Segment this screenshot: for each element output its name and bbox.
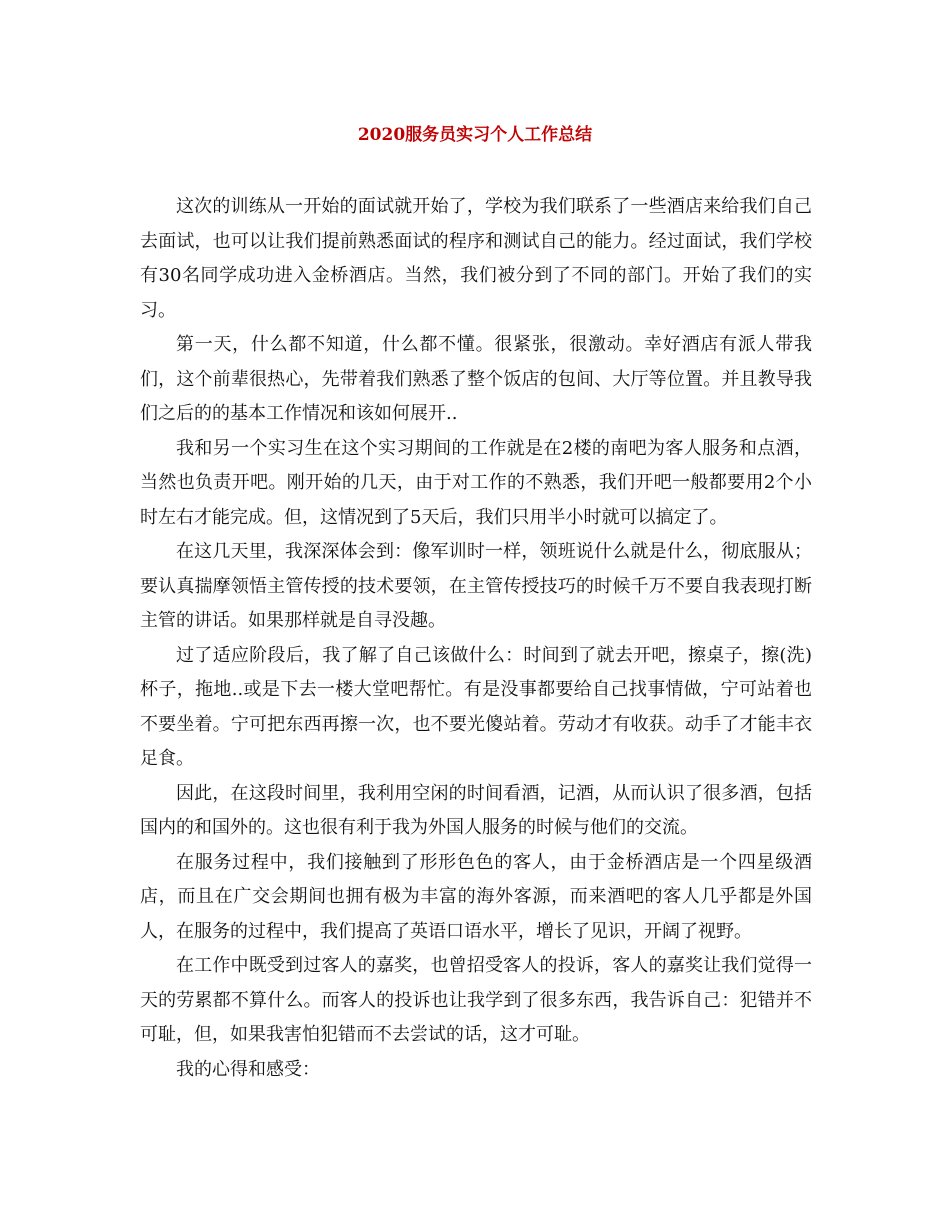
paragraph-8: 在工作中既受到过客人的嘉奖，也曾招受客人的投诉，客人的嘉奖让我们觉得一天的劳累都不算什么。而客人的投诉也让我学到了很多东西，我告诉自己：犯错并不可耻，但，如果我害怕犯错而不去尝试的话，这才可耻。 [140,955,812,1045]
document-title: 2020服务员实习个人工作总结 [357,125,593,145]
paragraph-2: 第一天，什么都不知道，什么都不懂。很紧张，很激动。幸好酒店有派人带我们，这个前辈很热心，先带着我们熟悉了整个饭店的包间、大厅等位置。并且教导我们之后的的基本工作情况和该如何展开.. [140,334,812,424]
paragraph-9: 我的心得和感受： [176,1058,320,1080]
paragraph-6: 因此，在这段时间里，我利用空闲的时间看酒，记酒，从而认识了很多酒，包括国内的和国外的。这也很有利于我为外国人服务的时候与他们的交流。 [140,782,812,838]
paragraph-3: 我和另一个实习生在这个实习期间的工作就是在2楼的南吧为客人服务和点酒，当然也负责开吧。刚开始的几天，由于对工作的不熟悉，我们开吧一般都要用2个小时左右才能完成。但，这情况到了5天后，我们只用半小时就可以搞定了。 [140,437,812,528]
paragraph-5: 过了适应阶段后，我了解了自己该做什么：时间到了就去开吧，擦桌子，擦(洗)杯子，拖地..或是下去一楼大堂吧帮忙。有是没事都要给自己找事情做，宁可站着也不要坐着。宁可把东西再擦一次，也不要光傻站着。劳动才有收获。动手了才能丰衣足食。 [140,644,812,769]
document-body [140,190,812,1087]
paragraph-4: 在这几天里，我深深体会到：像军训时一样，领班说什么就是什么，彻底服从；要认真揣摩领悟主管传授的技术要领，在主管传授技巧的时候千万不要自我表现打断主管的讲话。如果那样就是自寻没趣。 [140,541,812,631]
paragraph-1: 这次的训练从一开始的面试就开始了，学校为我们联系了一些酒店来给我们自己去面试，也可以让我们提前熟悉面试的程序和测试自己的能力。经过面试，我们学校有30名同学成功进入金桥酒店。当然，我们被分到了不同的部门。开始了我们的实习。 [140,196,812,321]
paragraph-7: 在服务过程中，我们接触到了形形色色的客人，由于金桥酒店是一个四星级酒店，而且在广交会期间也拥有极为丰富的海外客源，而来酒吧的客人几乎都是外国人，在服务的过程中，我们提高了英语口语水平，增长了见识，开阔了视野。 [140,851,812,942]
